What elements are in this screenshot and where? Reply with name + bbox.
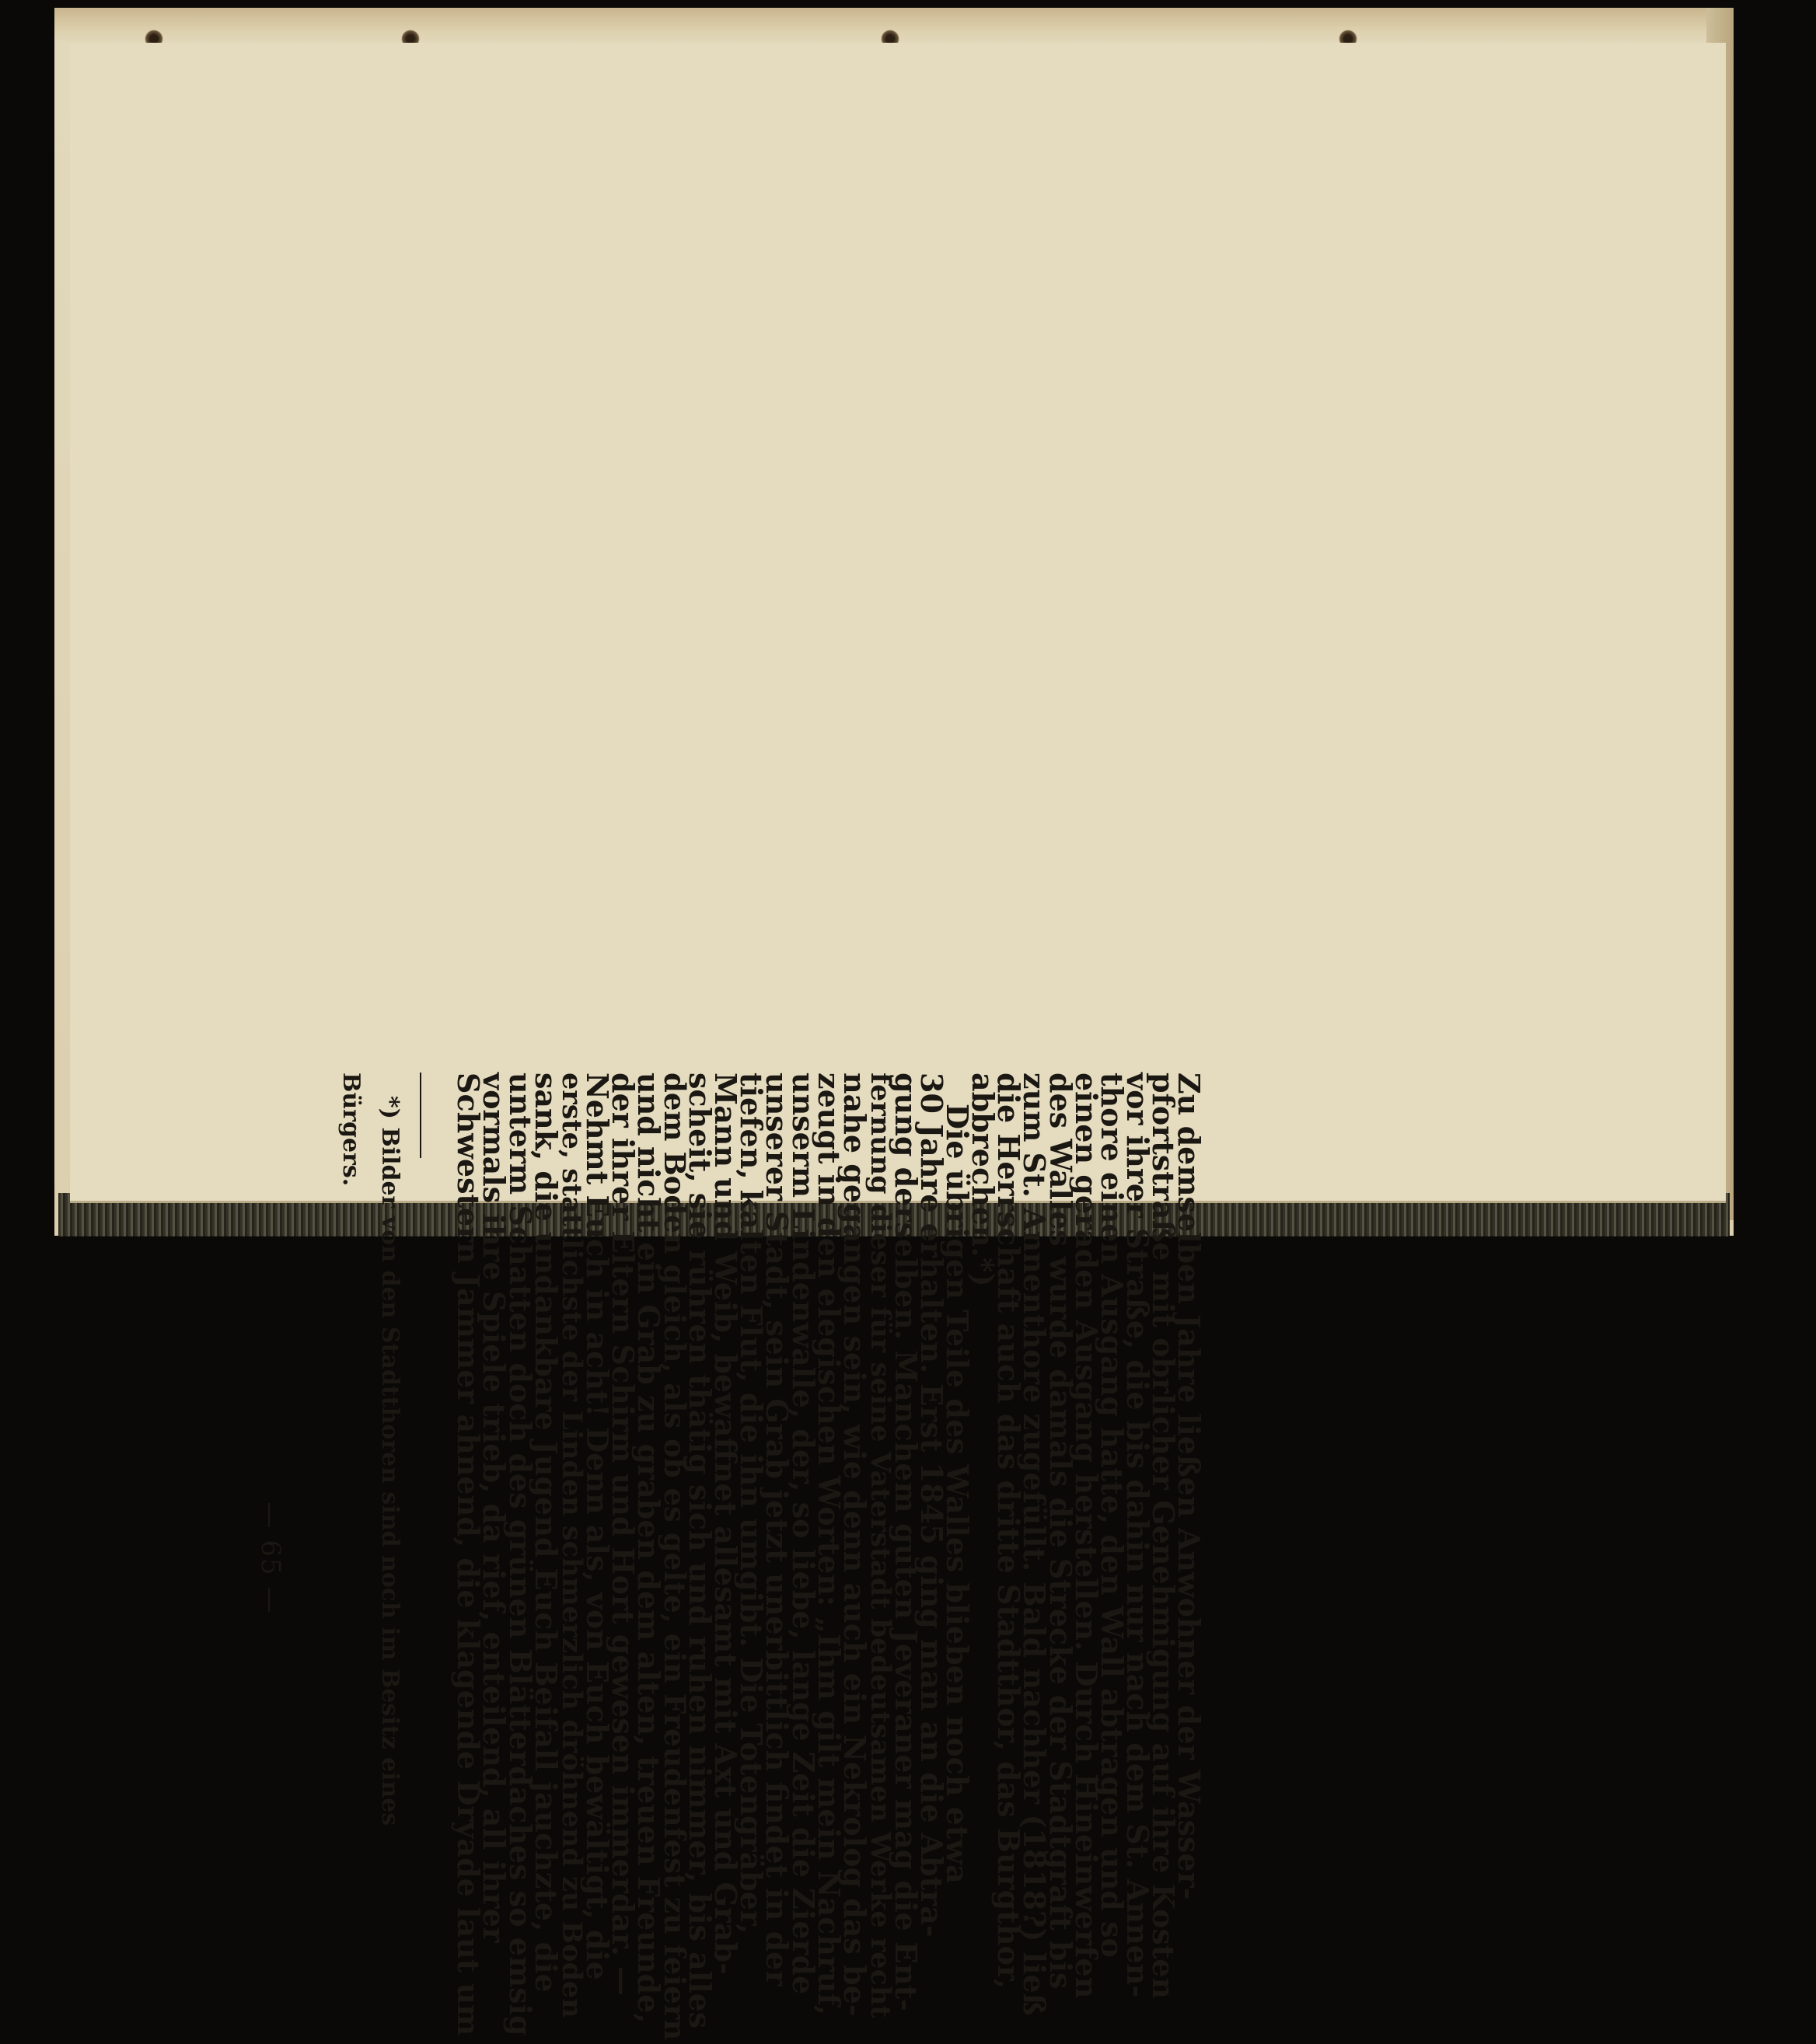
text-line: zum St. Annenthore zugefüllt. Bald nachher (1818?) ließ [1017,1073,1053,2016]
text-line: des Walles wurde damals die Strecke der Stadtgraft bis [1042,1073,1078,1990]
text-line: gung derselben. Manchem guten Jeveraner mag die Ent- [888,1073,924,2011]
text-line: unterm Schatten doch des grünen Blätterdaches so emsig [502,1073,538,2036]
text-line: die Herrschaft auch das dritte Stadtthor, das Burgthor, [991,1073,1027,1990]
text-line: der ihrer Eltern Schirm und Hort gewesen immerdar. — [605,1073,641,1997]
text-line: sank, die undankbare Jugend Euch Beifall jauchzte, die [528,1073,564,1993]
text-line: thore einen Ausgang hatte, den Wall abtragen und so [1094,1073,1130,1958]
text-line: dem Boden gleich, als ob es gelte, ein Freudenfest zu feiern [658,1073,693,2041]
text-line: tiefen, kalten Flut, die ihn umgibt. Die Totengräber, [734,1073,770,1934]
text-line: einen geraden Ausgang herstellen. Durch Hineinwerfen [1068,1073,1104,1999]
text-line: Die übrigen Teile des Walles blieben noch etwa [940,1104,976,1884]
text-line: scheit, sie rühren thätig sich und ruhen nimmer, bis alles [683,1073,718,2029]
footnote-line: Bürgers. [337,1073,365,1187]
text-line: unserm Lindenwalle, der, so liebe, lange Zeit die Zierde [785,1073,821,1995]
page-number: — 65 — [255,1502,286,1615]
body-text [308,1073,1207,2044]
text-line: pfortstraße mit obrlicher Genehmigung auf ihre Kosten [1145,1073,1181,2000]
text-line: Zu demselben Jahre ließen Anwohner der Wasser- [1172,1073,1207,1900]
page-text [222,1073,1207,2044]
text-line: nahe gegangen sein, wie denn auch ein Nekrolog das be- [836,1073,872,2017]
footnote [331,1073,409,2044]
text-line: erste, stattlichste der Linden schmerzlich dröhnend zu Boden [555,1073,588,2018]
text-line: Nehmt Euch in acht! Denn als, von Euch bewältigt, die [579,1073,615,1980]
text-line: abbrechen.*) [966,1073,1001,1287]
footnote-line: *) Bilder von den Stadtthoren sind noch im Besitz eines [376,1096,404,1826]
text-line: fernung dieser für seine Vaterstadt bedeutsamen Werke recht [864,1073,896,2018]
text-line: und nicht ein Grab zu graben dem alten, treuen Freunde, [631,1073,667,2024]
text-line: 30 Jahre erhalten. Erst 1845 ging man an die Abtra- [914,1073,950,1938]
text-line: zeugt in den elegischen Worten: „Ihm gilt mein Nachruf, [811,1073,847,2016]
footnote-block [308,1073,424,2044]
text-line: vor ihrer Straße, die bis dahin nur nach dem St. Annen- [1119,1073,1155,1998]
text-line: Schwestern Jammer ahnend, die klagende Dryade laut um [451,1073,487,2036]
text-line: Mann und Weib, bewaffnet allesamt mit Axt und Grab- [708,1073,744,1975]
book-page [70,43,1726,1203]
text-line: unserer Stadt, sein Grab jetzt unerbittlich findet in der [760,1073,795,1986]
footnote-rule [420,1073,421,1158]
rotated-text-block [222,1073,1207,2044]
text-line: vormals ihre Spiele trieb, da rief, enteilend, all ihrer [477,1073,512,1943]
